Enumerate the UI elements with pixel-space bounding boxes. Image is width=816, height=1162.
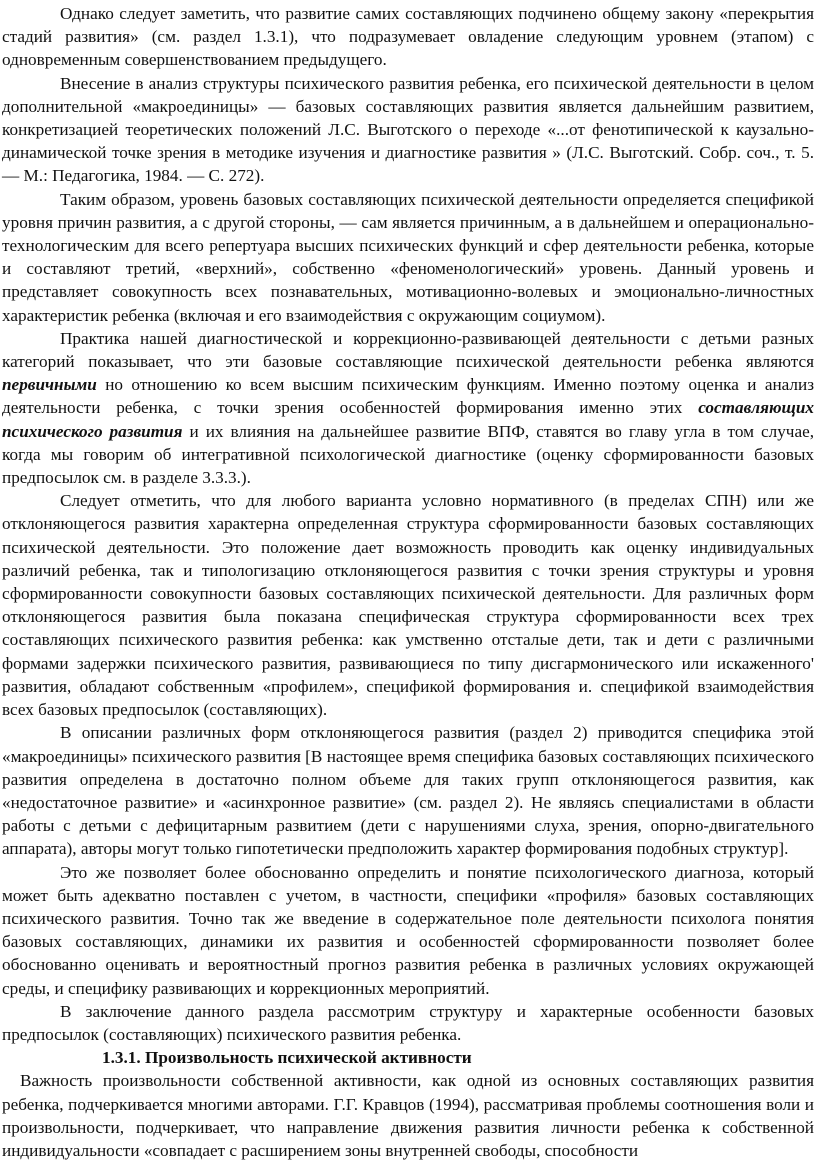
paragraph-text: Однако следует заметить, что развитие самих составляющих подчинено общему закону «перекрытия стадий развития» (см. раздел 1.3.1), что подразумевает овладение следующим уровнем (этапом) с одновременным совершенствованием предыдущего. — [2, 4, 814, 70]
paragraph-text: В заключение данного раздела рассмотрим структуру и характерные особенности базовых предпосылок (составляющих) психического развития ребенка. — [2, 1001, 814, 1044]
paragraph-uroven-bazovyh — [2, 188, 814, 327]
emphasis-sostavlyayushchih: составляющих психического развития — [2, 398, 814, 441]
paragraph-zaklyuchenie — [2, 1000, 814, 1046]
paragraph-praktika — [2, 327, 814, 489]
paragraph-diagnoz — [2, 861, 814, 1000]
paragraph-text: Это же позволяет более обоснованно определить и понятие психологического диагноза, который может быть адекватно поставлен с учетом, в частности, специфики «профиля» базовых составляющих психического развития. Точно так же введение в содержательное поле деятельности психолога понятия базовых составляющих, динамики их развития и особенностей сформированности позволяет более обоснованно оценивать и вероятностный прогноз развития ребенка в различных условиях окружающей среды, и специфику развивающих и коррекционных мероприятий. — [2, 862, 814, 998]
paragraph-text: Таким образом, уровень базовых составляющих психической деятельности определяется спецификой уровня причин развития, а с другой стороны, — сам является причинным, а в дальнейшем и операционально-технологическим для всего репертуара высших психических функций и сфер деятельности ребенка, которые и составляют третий, «верхний», собственно «феноменологический» уровень. Данный уровень и представляет совокупность всех познавательных, мотивационно-волевых и эмоционально-личностных характеристик ребенка (включая и его взаимодействия с окружающим социумом). — [2, 189, 814, 325]
paragraph-text: и их влияния на дальнейшее развитие ВПФ, ставятся во главу угла в том случае, когда мы говорим об интегративной психологической диагностике (оценку сформированности базовых предпосылок см. в разделе 3.3.3.). — [2, 421, 815, 488]
paragraph-proizvolnost — [2, 1069, 814, 1162]
paragraph-text: Практика нашей диагностической и коррекционно-развивающей деятельности с детьми разных категорий показывает, что эти базовые составляющие психической деятельности ребенка являются — [2, 328, 814, 372]
paragraph-makroedinica — [2, 72, 814, 188]
paragraph-perekrytie-stadii — [2, 2, 814, 72]
paragraph-text: Важность произвольности собственной активности, как одной из основных составляющих развития ребенка, подчеркивается многими авторами. Г.Г. Кравцов (1994), рассматривая проблемы соотношения воли и произвольности, подчеркивает, что направление движения развития личности ребенка к собственной индивидуальности «совпадает с расширением зоны внутренней свободы, способности — [2, 1071, 814, 1160]
paragraph-sleduet-otmetit — [2, 489, 814, 721]
paragraph-text: В описании различных форм отклоняющегося развития (раздел 2) приводится специфика этой «макроединицы» психического развития [В настоящее время специфика базовых составляющих психического развития определена в достаточно полном объеме для таких групп отклоняющегося развития, как «недостаточное развитие» и «асинхронное развитие» (см. раздел 2). Не являясь специалистами в области работы с детьми с дефицитарным развитием (дети с нарушениями слуха, зрения, опорно-двигательного аппарата), авторы могут только гипотетически предположить характер формирования подобных структур]. — [2, 723, 814, 859]
section-heading: 1.3.1. Произвольность психической активности — [102, 1048, 472, 1068]
paragraph-text: Внесение в анализ структуры психического развития ребенка, его психической деятельности в целом дополнительной «макроединицы» — базовых составляющих развития является дальнейшим развитием, конкретизацией теоретических положений Л.С. Выготского о переходе «...от фенотипической к каузально-динамической точке зрения в методике изучения и диагностике развития » (Л.С. Выготский. Собр. соч., т. 5. — М.: Педагогика, 1984. — С. 272). — [2, 73, 814, 186]
paragraph-opisanie-form — [2, 721, 814, 860]
paragraph-text: но отношению ко всем высшим психическим функциям. Именно поэтому оценка и анализ деятельности ребенка, с точки зрения особенностей формирования именно этих — [2, 375, 814, 418]
paragraph-text: Следует отметить, что для любого варианта условно нормативного (в пределах СПН) или же отклоняющегося развития характерна определенная структура сформированности базовых составляющих психической деятельности. Это положение дает возможность проводить как оценку индивидуальных различий ребенка, так и типологизацию отклоняющегося развития с точки зрения структуры и уровня сформированности совокупности базовых составляющих психической деятельности. Для различных форм отклоняющегося развития была показана специфическая структура сформированности всех трех составляющих психического развития ребенка: как умственно отсталые дети, так и дети с различными формами задержки психического развития, развивающиеся по типу дисгармонического или искаженного' развития, обладают собственным «профилем», спецификой формирования и. спецификой взаимодействия всех базовых предпосылок (составляющих). — [2, 491, 814, 720]
emphasis-pervichnymi: первичными — [2, 375, 97, 395]
